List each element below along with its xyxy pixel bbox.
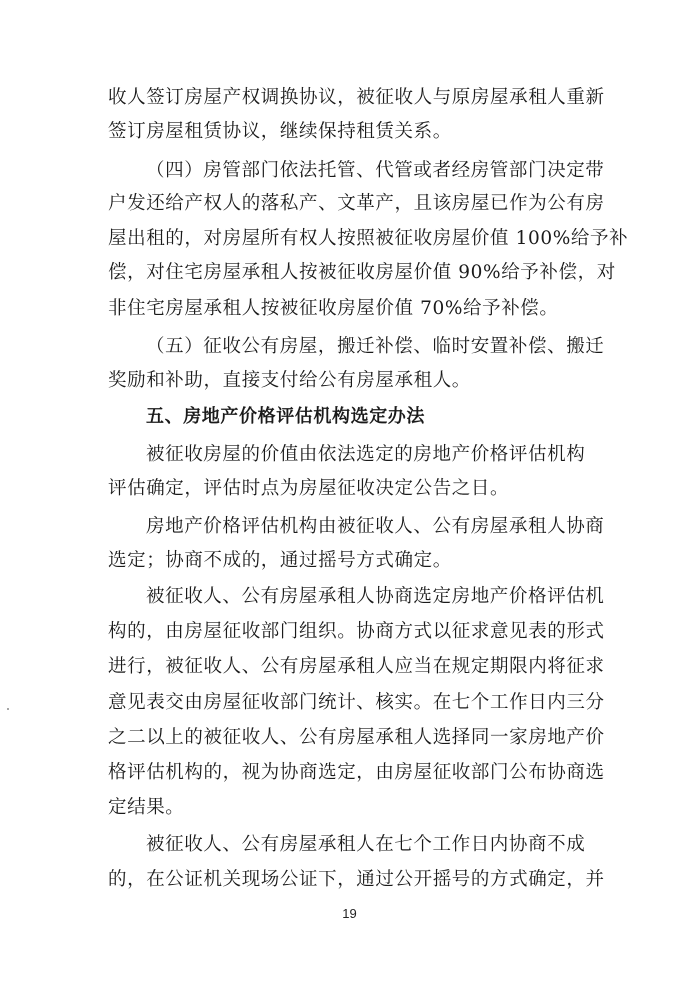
body-line: 非住宅房屋承租人按被征收房屋价值 70%给予补偿。 [108,298,559,319]
body-line: 之二以上的被征收人、公有房屋承租人选择同一家房地产价 [108,727,605,748]
body-line: 评估确定，评估时点为房屋征收决定公告之日。 [108,478,510,499]
paragraph-first-line: 房地产价格评估机构由被征收人、公有房屋承租人协商 [146,516,605,537]
body-line: 进行，被征收人、公有房屋承租人应当在规定期限内将征求 [108,656,605,677]
section-heading: 五、房地产价格评估机构选定办法 [146,406,425,427]
paragraph-first-line: 被征收人、公有房屋承租人协商选定房地产价格评估机 [146,586,605,607]
body-line: 意见表交由房屋征收部门统计、核实。在七个工作日内三分 [108,692,605,713]
body-line: 的，在公证机关现场公证下，通过公开摇号的方式确定，并 [108,869,605,890]
body-line: 格评估机构的，视为协商选定，由房屋征收部门公布协商选 [108,762,605,783]
body-line: 偿，对住宅房屋承租人按被征收房屋价值 90%给予补偿，对 [108,262,616,283]
body-line: 定结果。 [108,797,185,818]
paragraph-5-first-line: （五）征收公有房屋，搬迁补偿、临时安置补偿、搬迁 [146,336,605,357]
body-line: 户发还给产权人的落私产、文革产，且该房屋已作为公有房 [108,193,605,214]
body-line: 屋出租的，对房屋所有权人按照被征收房屋价值 100%给予补 [108,228,629,249]
paragraph-first-line: 被征收房屋的价值由依法选定的房地产价格评估机构 [146,444,586,465]
body-line: 选定；协商不成的，通过摇号方式确定。 [108,550,452,571]
scan-speck [7,708,9,710]
page-number: 19 [342,906,357,921]
body-line: 构的，由房屋征收部门组织。协商方式以征求意见表的形式 [108,621,605,642]
body-line: 签订房屋租赁协议，继续保持租赁关系。 [108,121,452,142]
paragraph-first-line: 被征收人、公有房屋承租人在七个工作日内协商不成 [146,834,586,855]
body-line: 奖励和补助，直接支付给公有房屋承租人。 [108,370,471,391]
paragraph-4-first-line: （四）房管部门依法托管、代管或者经房管部门决定带 [146,160,605,181]
body-line: 收人签订房屋产权调换协议，被征收人与原房屋承租人重新 [108,87,605,108]
